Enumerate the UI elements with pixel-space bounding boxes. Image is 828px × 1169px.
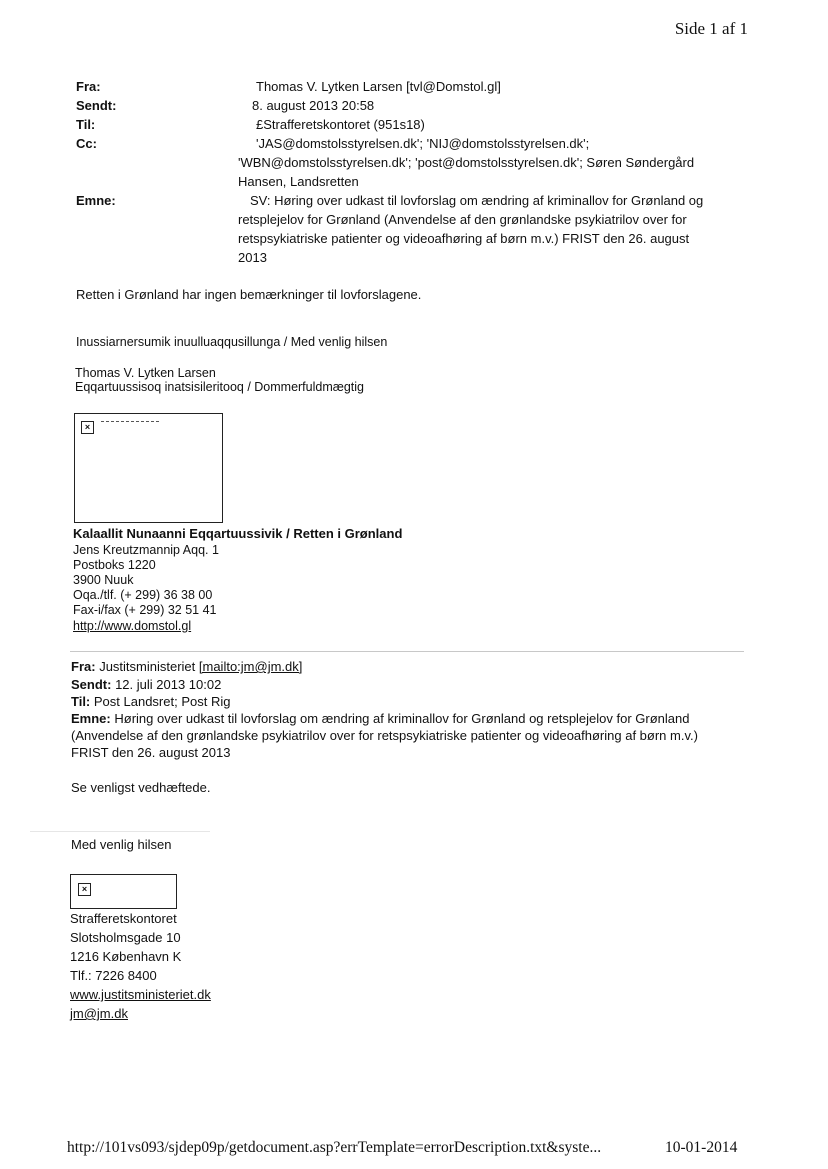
court-phone: Oqa./tlf. (+ 299) 36 38 00 <box>73 588 213 602</box>
fwd-subject-line-2: (Anvendelse af den grønlandske psykiatrilov over for retspsykiatriske patienter og videoafhøring af børn m.v.) <box>71 728 698 743</box>
placeholder-dash <box>101 421 159 422</box>
fwd-mailto-link[interactable]: [mailto:jm@jm.dk] <box>198 659 303 674</box>
sender-title: Eqqartuussisoq inatsisileritooq / Dommerfuldmægtig <box>75 380 365 394</box>
sender-name: Thomas V. Lytken Larsen <box>75 366 216 380</box>
subject-line-3: retspsykiatriske patienter og videoafhøring af børn m.v.) FRIST den 26. august <box>238 231 690 246</box>
fwd-to-line <box>71 694 230 709</box>
fwd-sent-label: Sendt: <box>71 677 112 692</box>
cc-line-1: 'JAS@domstolsstyrelsen.dk'; 'NIJ@domstolsstyrelsen.dk'; <box>256 136 590 151</box>
fwd-subject-value-1: Høring over udkast til lovforslag om ændring af kriminallov for Grønland og retsplejelov for Grønland <box>114 711 690 726</box>
fwd-to-value: Post Landsret; Post Rig <box>93 694 231 709</box>
court-address-2: Postboks 1220 <box>73 558 156 572</box>
court-address-1: Jens Kreutzmannip Aqq. 1 <box>73 543 219 557</box>
fwd-body-text: Se venligst vedhæftede. <box>71 780 211 795</box>
to-value: £Strafferetskontoret (951s18) <box>256 117 425 132</box>
sent-value: 8. august 2013 20:58 <box>252 98 375 113</box>
subject-line-2: retsplejelov for Grønland (Anvendelse af den grønlandske psykiatrilov over for <box>238 212 687 227</box>
court-logo-placeholder <box>74 413 223 523</box>
from-value: Thomas V. Lytken Larsen [tvl@Domstol.gl] <box>256 79 501 94</box>
x-icon: × <box>81 421 94 434</box>
fwd-from-label: Fra: <box>71 659 96 674</box>
ministry-logo-placeholder <box>70 874 177 909</box>
fwd-closing: Med venlig hilsen <box>71 837 172 852</box>
ministry-phone: Tlf.: 7226 8400 <box>70 968 157 983</box>
court-address-3: 3900 Nuuk <box>73 573 134 587</box>
ministry-email-link[interactable]: jm@jm.dk <box>70 1006 128 1021</box>
ministry-website-link[interactable]: www.justitsministeriet.dk <box>70 987 211 1002</box>
fwd-to-label: Til: <box>71 694 91 709</box>
sent-label: Sendt: <box>76 98 117 113</box>
divider <box>70 651 744 652</box>
ministry-name: Strafferetskontoret <box>70 911 177 926</box>
court-name: Kalaallit Nunaanni Eqqartuussivik / Retten i Grønland <box>73 526 403 541</box>
ministry-address-1: Slotsholmsgade 10 <box>70 930 181 945</box>
fwd-subject-line-3: FRIST den 26. august 2013 <box>71 745 231 760</box>
cc-label: Cc: <box>76 136 97 151</box>
court-fax: Fax-i/fax (+ 299) 32 51 41 <box>73 603 217 617</box>
from-label: Fra: <box>76 79 101 94</box>
x-icon: × <box>78 883 91 896</box>
fwd-from-value: Justitsministeriet <box>99 659 196 674</box>
fwd-sent-value: 12. juli 2013 10:02 <box>115 677 222 692</box>
subject-label: Emne: <box>76 193 116 208</box>
faint-divider <box>30 831 210 832</box>
footer-date: 10-01-2014 <box>665 1139 738 1156</box>
greeting: Inussiarnersumik inuulluaqqusillunga / Med venlig hilsen <box>76 335 388 349</box>
cc-line-3: Hansen, Landsretten <box>238 174 359 189</box>
ministry-address-2: 1216 København K <box>70 949 182 964</box>
page-number: Side 1 af 1 <box>674 19 748 38</box>
court-website-link[interactable]: http://www.domstol.gl <box>73 619 192 633</box>
fwd-from-line <box>71 659 302 674</box>
subject-line-4: 2013 <box>238 250 267 265</box>
cc-line-2: 'WBN@domstolsstyrelsen.dk'; 'post@domstolsstyrelsen.dk'; Søren Søndergård <box>238 155 695 170</box>
subject-line-1: SV: Høring over udkast til lovforslag om ændring af kriminallov for Grønland og <box>250 193 704 208</box>
reply-text: Retten i Grønland har ingen bemærkninger til lovforslagene. <box>76 287 422 302</box>
footer-url: http://101vs093/sjdep09p/getdocument.asp?errTemplate=errorDescription.txt&syste... <box>67 1139 602 1156</box>
fwd-sent-line <box>71 677 221 692</box>
fwd-subject-label: Emne: <box>71 711 111 726</box>
fwd-subject-line-1 <box>71 711 689 726</box>
to-label: Til: <box>76 117 96 132</box>
